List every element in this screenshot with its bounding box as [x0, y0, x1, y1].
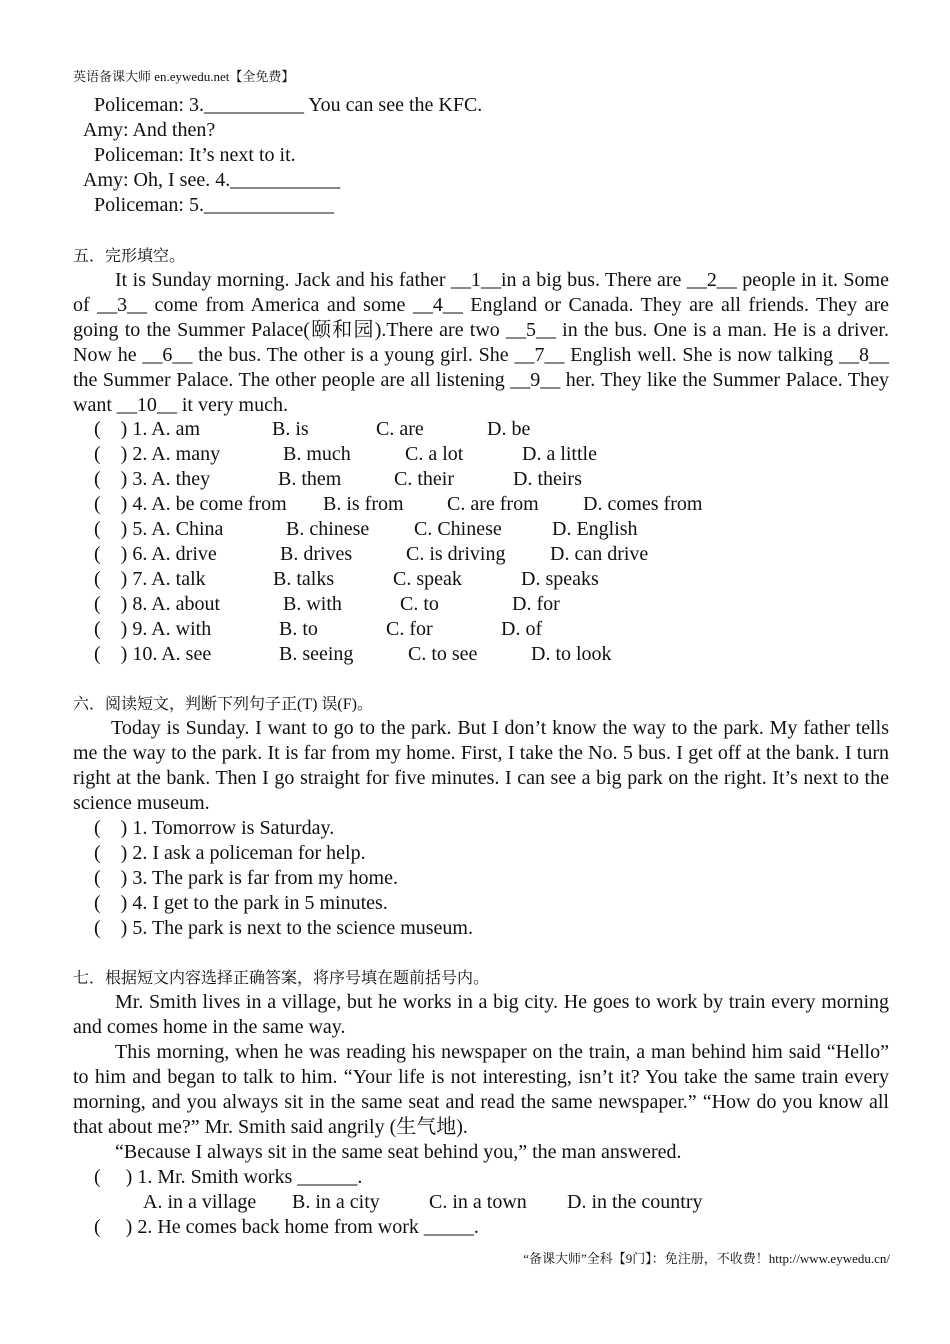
cloze-question [73, 642, 889, 667]
option-c: C. speak [393, 568, 462, 590]
option-b: B. seeing [279, 643, 354, 665]
cloze-question [73, 542, 889, 567]
page-footer: “备课大师”全科【9门】：免注册，不收费！http://www.eywedu.cn/ [523, 1251, 890, 1266]
cloze-question [73, 442, 889, 467]
option-c: C. are [376, 418, 424, 440]
option-c: C. Chinese [414, 518, 502, 540]
question-stem: ( ) 7. A. talk [94, 568, 206, 590]
option-d: D. for [512, 593, 560, 615]
option-d: D. comes from [583, 493, 703, 515]
option-c: C. are from [447, 493, 539, 515]
option-b: B. is [272, 418, 309, 440]
option-c: C. a lot [405, 443, 464, 465]
option-d: D. English [552, 518, 638, 540]
cloze-question [73, 467, 889, 492]
option-b: B. chinese [286, 518, 370, 540]
option-b: B. to [279, 618, 318, 640]
section-7-paragraph: This morning, when he was reading his newspaper on the train, a man behind him said “Hello” to him and began to talk to him. “Your life is not interesting, isn’t it? You take the same train every morning, and you always sit in the same seat and read the same newspaper.” “How do you know all that about me?” Mr. Smith said angrily (生气地). [73, 1041, 889, 1138]
question-stem: ( ) 1. A. am [94, 418, 201, 440]
option-c: C. to see [408, 643, 478, 665]
option-d: D. theirs [513, 468, 582, 490]
dialogue-line: Amy: And then? [83, 119, 216, 141]
option-c: C. for [386, 618, 433, 640]
option-b: B. much [283, 443, 351, 465]
true-false-statement: ( ) 5. The park is next to the science museum. [94, 917, 473, 939]
comprehension-question: ( ) 2. He comes back home from work _____. [94, 1216, 479, 1238]
question-stem: ( ) 8. A. about [94, 593, 221, 615]
option-c: C. their [394, 468, 454, 490]
comprehension-question: ( ) 1. Mr. Smith works ______. [94, 1166, 363, 1188]
section-6-title: 六．阅读短文，判断下列句子正(T) 误(F)。 [73, 696, 373, 713]
section-6-passage: Today is Sunday. I want to go to the park. But I don’t know the way to the park. My father tells me the way to the park. It is far from my home. First, I take the No. 5 bus. I get off at the bank. I turn right at the bank. Then I go straight for five minutes. I can see a big park on the right. It’s next to the science museum. [73, 717, 889, 814]
section-7-paragraph: “Because I always sit in the same seat behind you,” the man answered. [115, 1141, 682, 1163]
dialogue-line: Policeman: It’s next to it. [94, 144, 296, 166]
question-stem: ( ) 2. A. many [94, 443, 221, 465]
true-false-statement: ( ) 2. I ask a policeman for help. [94, 842, 366, 864]
dialogue-line: Policeman: 3.__________ You can see the KFC. [94, 94, 483, 116]
true-false-statement: ( ) 1. Tomorrow is Saturday. [94, 817, 335, 839]
question-stem: ( ) 6. A. drive [94, 543, 217, 565]
option-a: A. in a village [143, 1191, 257, 1213]
question-stem: ( ) 10. A. see [94, 643, 212, 665]
dialogue-line: Amy: Oh, I see. 4.___________ [83, 169, 341, 191]
option-b: B. with [283, 593, 342, 615]
option-d: D. in the country [567, 1191, 703, 1213]
option-c: C. in a town [429, 1191, 527, 1213]
option-d: D. be [487, 418, 531, 440]
section-5-passage: It is Sunday morning. Jack and his father __1__in a big bus. There are __2__ people in it. Some of __3__ come from America and some __4__ England or Canada. They are all friends. They are going to the Summer Palace(颐和园).There are two __5__ in the bus. One is a man. He is a driver. Now he __6__ the bus. The other is a young girl. She __7__ English well. She is now talking __8__ the Summer Palace. The other people are all listening __9__ her. They like the Summer Palace. They want __10__ it very much. [73, 269, 889, 416]
option-b: B. drives [280, 543, 353, 565]
cloze-question [73, 567, 889, 592]
option-d: D. can drive [550, 543, 649, 565]
question-stem: ( ) 9. A. with [94, 618, 212, 640]
section-5-title: 五．完形填空。 [73, 248, 186, 265]
option-d: D. speaks [521, 568, 599, 590]
option-d: D. of [501, 618, 543, 640]
cloze-question [73, 417, 889, 442]
cloze-question [73, 592, 889, 617]
cloze-question [73, 617, 889, 642]
option-c: C. to [400, 593, 439, 615]
option-b: B. is from [323, 493, 404, 515]
dialogue-line: Policeman: 5._____________ [94, 194, 334, 216]
option-b: B. them [278, 468, 342, 490]
question-stem: ( ) 3. A. they [94, 468, 211, 490]
cloze-question [73, 492, 889, 517]
option-c: C. is driving [406, 543, 506, 565]
option-d: D. a little [522, 443, 597, 465]
question-stem: ( ) 4. A. be come from [94, 493, 287, 515]
option-b: B. in a city [292, 1191, 380, 1213]
true-false-statement: ( ) 4. I get to the park in 5 minutes. [94, 892, 388, 914]
section-7-paragraph: Mr. Smith lives in a village, but he works in a big city. He goes to work by train every morning and comes home in the same way. [73, 991, 889, 1038]
option-b: B. talks [273, 568, 335, 590]
true-false-statement: ( ) 3. The park is far from my home. [94, 867, 398, 889]
answer-options [73, 1190, 889, 1215]
section-7-title: 七．根据短文内容选择正确答案，将序号填在题前括号内。 [73, 970, 490, 987]
cloze-question [73, 517, 889, 542]
question-stem: ( ) 5. A. China [94, 518, 224, 540]
option-d: D. to look [531, 643, 612, 665]
page-header: 英语备课大师 en.eywedu.net【全免费】 [73, 69, 295, 84]
